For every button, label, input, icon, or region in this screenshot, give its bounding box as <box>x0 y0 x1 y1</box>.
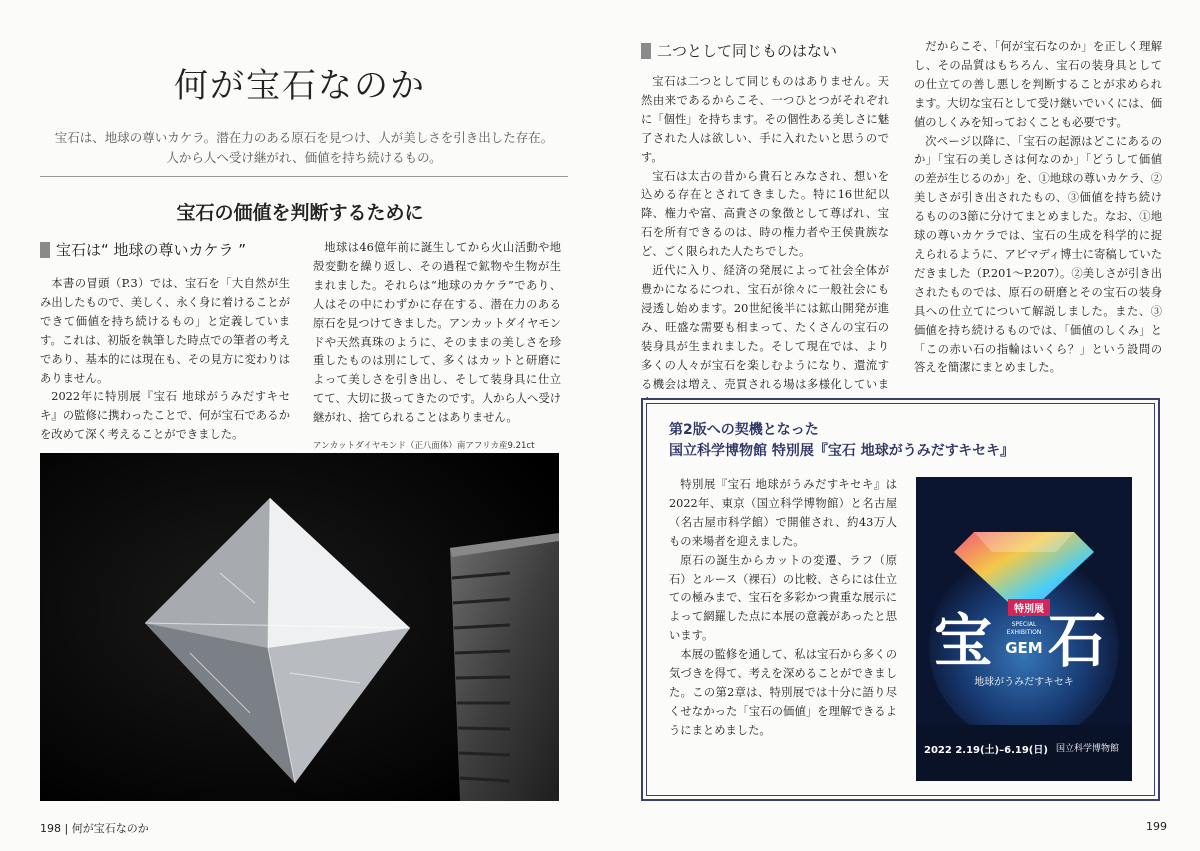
paragraph: 本書の冒頭（P.3）では、宝石を「大自然が生み出したもので、美しく、永く身に着けることができて価値を持ち続けるもの」と定義しています。これは、初版を執筆した時点での筆者の考えであり、基本的には現在も、その見方に変わりはありません。 <box>40 277 290 385</box>
paragraph: 地球は46億年前に誕生してから火山活動や地殻変動を繰り返し、その過程で鉱物や生物が生まれました。それらは“地球のカケラ”であり、人はその中にわずかに存在する、潜在力のある原石を見つけてきました。アンカットダイヤモンドや天然真珠のように、そのままの美しさを珍重したものは別にして、多くはカットと研磨によって美しさを引き出し、そして装身具に仕立てて、大切に扱ってきたのです。人から人へ受け継がれ、捨てられることはありません。 <box>313 241 561 425</box>
box-text <box>669 476 897 741</box>
poster-venue: 国立科学博物館 <box>1056 744 1120 754</box>
paragraph: 宝石は太古の昔から貴石とみなされ、想いを込める存在とされてきました。特に16世紀以降、権力や富、高貴さの象徴として尊ばれ、宝石を所有できるのは、時の権力者や王侯貴族など、ごく限られた人たちでした。 <box>641 169 889 259</box>
paragraph: 近代に入り、経済の発展によって社会全体が豊かになるにつれ、宝石が徐々に一般社会にも浸透し始めます。20世紀後半には鉱山開発が進み、旺盛な需要も相まって、たくさんの宝石の装身具が生まれました。そして現在では、より多くの人々が宝石を楽しむようになり、還流する機会は増え、売買される場は多様化していま <box>641 264 889 391</box>
box-heading <box>669 420 1139 462</box>
poster-english: SPECIAL EXHIBITION <box>1006 621 1042 636</box>
heading-bar-icon <box>641 43 651 59</box>
poster-gem: GEM <box>1005 639 1043 657</box>
photo-caption: アンカットダイヤモンド（正八面体）南アフリカ産9.21ct <box>313 441 535 451</box>
section-title: 宝石の価値を判断するために <box>176 202 424 224</box>
page-title: 何が宝石なのか <box>174 66 426 106</box>
subsection-heading-2-text: 二つとして同じものはない <box>657 42 838 60</box>
footer-left <box>40 820 149 836</box>
paragraph: 宝石は二つとして同じものはありません。天然由来であるからこそ、一つひとつがそれぞれに「個性」を持ちます。その個性ある美しさに魅了された人は欲しい、手に入れたいと思うのです。 <box>641 75 889 164</box>
poster-kanji-left: 宝 <box>934 607 993 675</box>
paragraph: だからこそ、「何が宝石なのか」を正しく理解し、その品質はもちろん、宝石の装身具としての仕立ての善し悪しを判断することが求められます。大切な宝石として受け継いでいくには、価値のしくみを知っておくことも必要です。 <box>914 40 1162 129</box>
diamond-illustration <box>40 453 559 801</box>
subsection-heading-1-text: 宝石は“ 地球の尊いカケラ ” <box>56 241 247 259</box>
page-number-left: 198 <box>40 822 61 835</box>
poster-subtitle: 地球がうみだすキセキ <box>974 677 1074 688</box>
paragraph: 次ページ以降に、「宝石の起源はどこにあるのか」「宝石の美しさは何なのか」「どうして価値の差が生じるのか」を、①地球の尊いカケラ、②美しさが引き出されたもの、③価値を持ち続けるものの3節に分けてまとめました。なお、①地球の尊いカケラでは、宝石の生成を科学的に捉えられるように、アビマディ博士に寄稿していただきました（P.201〜P.207）。②美しさが引き出されたものでは、原石の研磨とその宝石の装身具への仕立てについて解説しました。また、③価値を持ち続けるものでは、「価値のしくみ」と「この赤い石の指輪はいくら？」という設問の答えを簡潔にまとめました。 <box>914 134 1162 375</box>
column-4-text <box>914 38 1162 378</box>
footer-separator: | <box>64 822 72 835</box>
heading-bar-icon <box>40 242 50 258</box>
running-title: 何が宝石なのか <box>71 822 149 835</box>
diamond-photo <box>40 453 559 801</box>
exhibition-poster <box>916 477 1132 781</box>
poster-badge: 特別展 <box>1008 599 1050 616</box>
column-1-text <box>40 275 290 445</box>
column-2-text <box>313 239 561 428</box>
paragraph: 原石の誕生からカットの変遷、ラフ（原石）とルース（裸石）の比較、さらには仕立ての極みまで、宝石を多彩かつ貴重な展示によって網羅した点に本展の意義があったと思います。 <box>669 553 897 643</box>
box-heading-line-2: 国立科学博物館 特別展『宝石 地球がうみだすキセキ』 <box>669 443 1015 459</box>
paragraph: 2022年に特別展『宝石 地球がうみだすキセキ』の監修に携わったことで、何が宝石であるかを改めて深く考えることができました。 <box>40 390 290 442</box>
lead-line-1: 宝石は、地球の尊いカケラ。潜在力のある原石を見つけ、人が美しさを引き出した存在。 <box>54 130 554 145</box>
lead-text <box>40 128 568 168</box>
page-number-right: 199 <box>1146 820 1167 833</box>
box-heading-line-1: 第2版への契機となった <box>669 422 819 438</box>
subsection-heading-1 <box>40 239 246 260</box>
paragraph: 特別展『宝石 地球がうみだすキセキ』は2022年、東京（国立科学博物館）と名古屋（名古屋市科学館）で開催され、約43万人もの来場者を迎えました。 <box>669 478 897 548</box>
paragraph: 本展の監修を通して、私は宝石から多くの気づきを得て、考えを深めることができました。この第2章は、特別展では十分に語り尽くせなかった「宝石の価値」を理解できるようにまとめました。 <box>669 648 897 737</box>
column-3-text <box>641 73 889 413</box>
lead-line-2: 人から人へ受け継がれ、価値を持ち続けるもの。 <box>166 150 442 165</box>
poster-dates: 2022 2.19(土)–6.19(日) <box>924 745 1048 756</box>
divider <box>40 176 568 177</box>
subsection-heading-2 <box>641 40 837 61</box>
poster-kanji-right: 石 <box>1048 607 1107 675</box>
